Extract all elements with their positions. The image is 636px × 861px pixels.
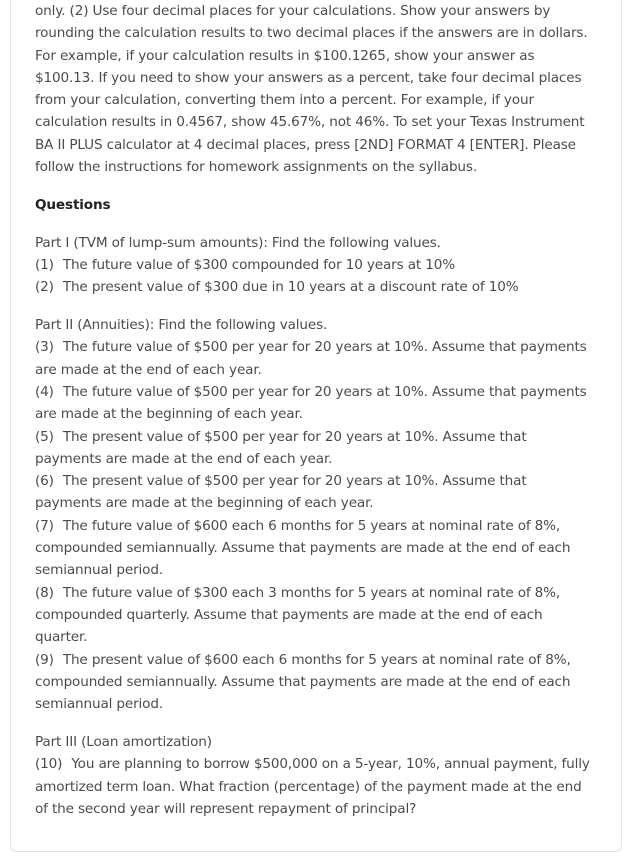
question-text: The present value of $500 per year for 20 years at 10%. Assume that payments are made at the end of each year. — [35, 428, 527, 467]
question-7 — [35, 515, 595, 582]
question-number: (6) — [35, 473, 54, 490]
question-text: The future value of $300 each 3 months for 5 years at nominal rate of 8%, compounded quarterly. Assume that payments are made at the end of each quarter. — [35, 584, 561, 646]
question-4 — [35, 381, 595, 426]
question-number: (3) — [35, 339, 54, 356]
question-number: (4) — [35, 383, 54, 400]
question-number: (1) — [35, 256, 54, 273]
question-number: (7) — [35, 517, 54, 534]
question-number: (9) — [35, 651, 54, 668]
question-3 — [35, 336, 595, 381]
question-text: The present value of $600 each 6 months for 5 years at nominal rate of 8%, compounded semiannually. Assume that payments are made at the end of each semiannual period. — [35, 651, 571, 713]
question-number: (5) — [35, 428, 54, 445]
question-text: The present value of $500 per year for 20 years at 10%. Assume that payments are made at the beginning of each year. — [35, 473, 527, 512]
question-text: The future value of $300 compounded for 10 years at 10% — [62, 256, 455, 273]
question-8 — [35, 582, 595, 649]
question-number: (10) — [35, 756, 63, 773]
part-1-section — [35, 232, 595, 299]
part-2-section — [35, 314, 595, 715]
question-text: The present value of $300 due in 10 years at a discount rate of 10% — [62, 279, 519, 296]
question-number: (8) — [35, 584, 54, 601]
questions-heading: Questions — [35, 196, 111, 213]
part-3-title: Part III (Loan amortization) — [35, 733, 212, 750]
question-text: The future value of $500 per year for 20 years at 10%. Assume that payments are made at the end of each year. — [35, 339, 587, 378]
part-3-section — [35, 731, 595, 820]
part-1-title: Part I (TVM of lump-sum amounts): Find the following values. — [35, 234, 441, 251]
question-10 — [35, 753, 595, 820]
instructions-paragraph: only. (2) Use four decimal places for your calculations. Show your answers by rounding the calculation results to two decimal places if the answers are in dollars. For example, if your calculation results in $100.1265, show your answer as $100.13. If you need to show your answers as a percent, take four decimal places from your calculation, converting them into a percent. For example, if your calculation results in 0.4567, show 45.67%, not 46%. To set your Texas Instrument BA II PLUS calculator at 4 decimal places, press [2ND] FORMAT 4 [ENTER]. Please follow the instructions for homework assignments on the syllabus. — [35, 3, 588, 176]
part-2-title: Part II (Annuities): Find the following values. — [35, 317, 328, 334]
question-6 — [35, 470, 595, 515]
question-9 — [35, 649, 595, 716]
question-number: (2) — [35, 279, 54, 296]
assignment-content — [35, 0, 595, 820]
question-1 — [35, 254, 595, 276]
question-2 — [35, 276, 595, 298]
question-text: You are planning to borrow $500,000 on a 5-year, 10%, annual payment, fully amortized term loan. What fraction (percentage) of the payment made at the end of the second year will represent repayment of principal? — [35, 756, 590, 817]
question-text: The future value of $500 per year for 20 years at 10%. Assume that payments are made at the beginning of each year. — [35, 383, 587, 423]
question-text: The future value of $600 each 6 months for 5 years at nominal rate of 8%, compounded semiannually. Assume that payments are made at the end of each semiannual period. — [35, 517, 571, 579]
question-5 — [35, 426, 595, 471]
